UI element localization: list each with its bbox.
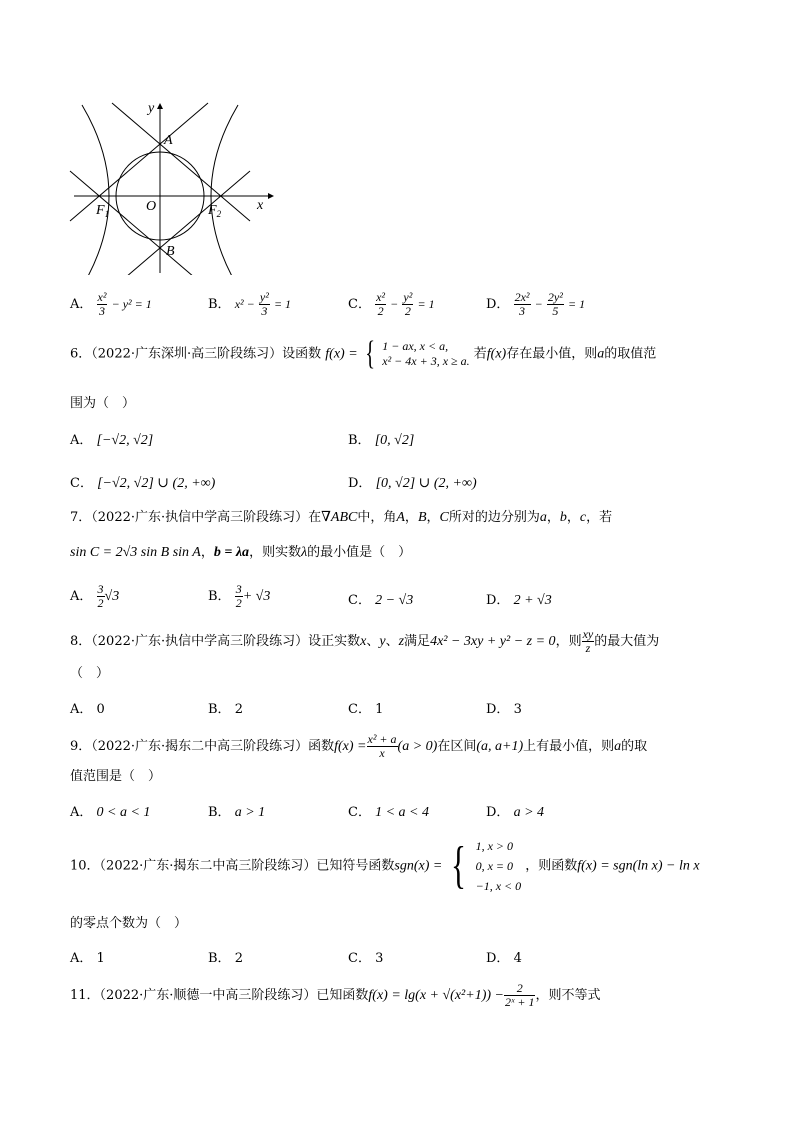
q6-option-b[interactable]: B． [0, √2] xyxy=(348,433,415,448)
q6-stem-text: 6．（2022·广东深圳·高三阶段练习）设函数 xyxy=(70,346,322,362)
q7-equation: sin C = 2√3 sin B sin A xyxy=(70,545,201,560)
q10-piecewise: 1, x > 0 0, x = 0 −1, x < 0 xyxy=(475,839,522,893)
piecewise-brace: { xyxy=(365,335,375,372)
q6-stem-text: 的取值范 xyxy=(604,346,657,362)
q8-stem-text: 满足 xyxy=(404,634,431,649)
q9-interval: (a, a+1) xyxy=(476,739,524,754)
q9-option-c[interactable]: C． 1 < a < 4 xyxy=(348,805,429,820)
q9-stem xyxy=(70,733,647,760)
q7-sep: ， xyxy=(566,510,580,525)
line-lower-left xyxy=(70,171,208,275)
q8-option-b[interactable]: B． 2 xyxy=(208,702,243,717)
q8-equation: 4x² − 3xy + y² − z = 0 xyxy=(430,634,556,649)
q10-stem-text: ，则函数 xyxy=(525,858,578,874)
y-axis-arrow xyxy=(157,103,163,109)
q6-option-d[interactable]: D． [0, √2] ∪ (2, +∞) xyxy=(348,476,477,491)
q9-condition: (a > 0) xyxy=(397,739,438,754)
q7-equation-2: b = λa xyxy=(213,545,250,560)
q10-function: f(x) = sgn(ln x) − ln x xyxy=(577,858,700,874)
option-letter: A． xyxy=(70,297,93,312)
q6-stem-text: 若 xyxy=(473,346,487,362)
option-rest: − y² = 1 xyxy=(111,297,152,311)
option-mid: − xyxy=(390,297,399,311)
q10-stem xyxy=(70,836,700,896)
label-A: A xyxy=(164,133,173,148)
q8-option-c[interactable]: C． 1 xyxy=(348,702,384,717)
hyperbola-left-branch xyxy=(82,105,109,275)
fraction: $\frac{\text{2y²}}{5}$ xyxy=(547,290,563,318)
fraction: $\frac{\text{x²}}{2}$ xyxy=(376,290,386,318)
q7-angle: B xyxy=(417,510,427,525)
q6-stem xyxy=(70,335,657,372)
q10-option-b[interactable]: B． 2 xyxy=(208,951,243,966)
label-y: y xyxy=(148,101,155,116)
q6-piecewise: 1 − ax, x < a, x² − 4x + 3, x ≥ a. xyxy=(382,339,470,368)
q7-option-b[interactable]: B． $\frac{3}{2}$ + √3 xyxy=(208,582,271,610)
q8-option-d[interactable]: D． 3 xyxy=(486,702,522,717)
q9-stem-text: 在区间 xyxy=(437,739,477,754)
q9-function: f(x) = xyxy=(334,739,367,754)
label-B: B xyxy=(166,244,175,259)
q7-option-a[interactable]: A． $\frac{3}{2}$ √3 xyxy=(70,582,120,610)
q7-side: b xyxy=(559,510,567,525)
q9-option-d[interactable]: D． a > 4 xyxy=(486,805,545,820)
q8-stem xyxy=(70,628,659,655)
q7-angle: C xyxy=(439,510,449,525)
q8-option-a[interactable]: A． 0 xyxy=(70,702,105,717)
label-F2: $F_2$ xyxy=(208,203,222,219)
piecewise-brace: { xyxy=(451,837,467,894)
q6-stem-text: 存在最小值，则 xyxy=(506,346,598,362)
q6-function: f(x) = xyxy=(325,346,358,362)
q9-fraction: $\frac{\text{x² + a}}{x}$ xyxy=(367,732,397,760)
q7-option-d[interactable]: D． 2 + √3 xyxy=(486,593,552,608)
q7-stem-text: ，则实数 xyxy=(249,545,302,560)
q7-side: c xyxy=(579,510,587,525)
q9-stem-line2: 值范围是（ ） xyxy=(70,769,162,784)
label-O: O xyxy=(146,199,157,214)
q11-stem xyxy=(70,982,600,1009)
q6-variable: a xyxy=(597,346,605,362)
option-letter: C． xyxy=(348,297,371,312)
q10-option-d[interactable]: D． 4 xyxy=(486,951,522,966)
option-rest: = 1 xyxy=(417,297,435,311)
q5-option-c[interactable] xyxy=(348,291,435,318)
fraction: $\frac{\text{y²}}{2}$ xyxy=(403,290,413,318)
q9-stem-text: 的取 xyxy=(621,739,648,754)
q9-stem-text: 9．（2022·广东·揭东二中高三阶段练习）函数 xyxy=(70,739,335,754)
q6-option-a[interactable]: A． [−√2, √2] xyxy=(70,433,154,448)
option-letter: D． xyxy=(486,297,510,312)
q7-stem-text: ，若 xyxy=(586,510,613,525)
q6-stem-line2: 围为（ ） xyxy=(70,396,136,411)
option-mid: − xyxy=(534,297,543,311)
q11-stem-text: ，则不等式 xyxy=(535,988,601,1003)
q6-function-ref: f(x) xyxy=(486,346,507,362)
q10-option-c[interactable]: C． 3 xyxy=(348,951,384,966)
q7-sep: ， xyxy=(546,510,560,525)
fraction: $\frac{\text{2x²}}{3}$ xyxy=(514,290,530,318)
q7-stem-text: 的最小值是（ ） xyxy=(307,545,412,560)
q8-stem-line2: （ ） xyxy=(70,666,110,681)
q10-sgn: sgn(x) = xyxy=(394,858,443,874)
q7-triangle: ∇ABC xyxy=(321,510,358,525)
q7-sep: ， xyxy=(200,545,214,560)
q9-stem-text: 上有最小值，则 xyxy=(523,739,615,754)
q9-variable: a xyxy=(614,739,622,754)
q7-stem-text: 所对的边分别为 xyxy=(448,510,540,525)
q5-option-b[interactable] xyxy=(208,291,291,318)
q7-stem xyxy=(70,510,612,526)
q8-var: y xyxy=(379,634,386,649)
option-letter: B． xyxy=(208,297,231,312)
q10-stem-line2: 的零点个数为（ ） xyxy=(70,916,188,931)
label-F1: $F_1$ xyxy=(96,203,110,219)
q7-option-c[interactable]: C． 2 − √3 xyxy=(348,593,414,608)
q8-var: x xyxy=(360,634,367,649)
q5-option-a[interactable] xyxy=(70,291,152,318)
q8-sep: 、 xyxy=(366,634,380,649)
x-axis-arrow xyxy=(268,193,274,199)
option-rest: = 1 xyxy=(567,297,586,311)
fraction: $\frac{\text{x²}}{3}$ xyxy=(97,290,107,318)
q9-option-a[interactable]: A． 0 < a < 1 xyxy=(70,805,151,820)
q7-stem-text: 中，角 xyxy=(357,510,397,525)
q7-sep: ， xyxy=(404,510,418,525)
q11-stem-text: 11．（2022·广东·顺德一中高三阶段练习）已知函数 xyxy=(70,988,369,1003)
q7-side: a xyxy=(539,510,547,525)
q7-sep: ， xyxy=(426,510,440,525)
q7-angle: A xyxy=(396,510,405,525)
q10-option-a[interactable]: A． 1 xyxy=(70,951,105,966)
q7-lambda: λ xyxy=(301,545,308,560)
q8-sep: 、 xyxy=(385,634,399,649)
q9-option-b[interactable]: B． a > 1 xyxy=(208,805,266,820)
q11-function: f(x) = lg(x + √(x²+1)) − xyxy=(368,988,504,1003)
hyperbola-right-branch xyxy=(211,105,238,275)
q8-var: z xyxy=(398,634,405,649)
hyperbola-circle-figure xyxy=(60,95,280,275)
option-rest: = 1 xyxy=(273,297,292,311)
q5-option-d[interactable] xyxy=(486,291,585,318)
q7-stem-line2 xyxy=(70,545,411,561)
option-pre: x² − xyxy=(234,297,255,311)
line-lower-right xyxy=(112,171,250,275)
q8-stem-text: 的最大值为 xyxy=(594,634,660,649)
q11-fraction: $\frac{2}{\text{2ˣ + 1}}$ xyxy=(504,981,535,1009)
q7-stem-text: 7．（2022·广东·执信中学高三阶段练习）在 xyxy=(70,510,322,525)
q8-fraction: $\frac{xy}{z}$ xyxy=(582,627,594,655)
q8-stem-text: ，则 xyxy=(555,634,582,649)
q10-stem-text: 10．（2022·广东·揭东二中高三阶段练习）已知符号函数 xyxy=(70,858,395,874)
q8-stem-text: 8．（2022·广东·执信中学高三阶段练习）设正实数 xyxy=(70,634,361,649)
label-x: x xyxy=(257,198,264,213)
fraction: $\frac{\text{y²}}{3}$ xyxy=(259,290,269,318)
q6-option-c[interactable]: C． [−√2, √2] ∪ (2, +∞) xyxy=(70,476,216,491)
